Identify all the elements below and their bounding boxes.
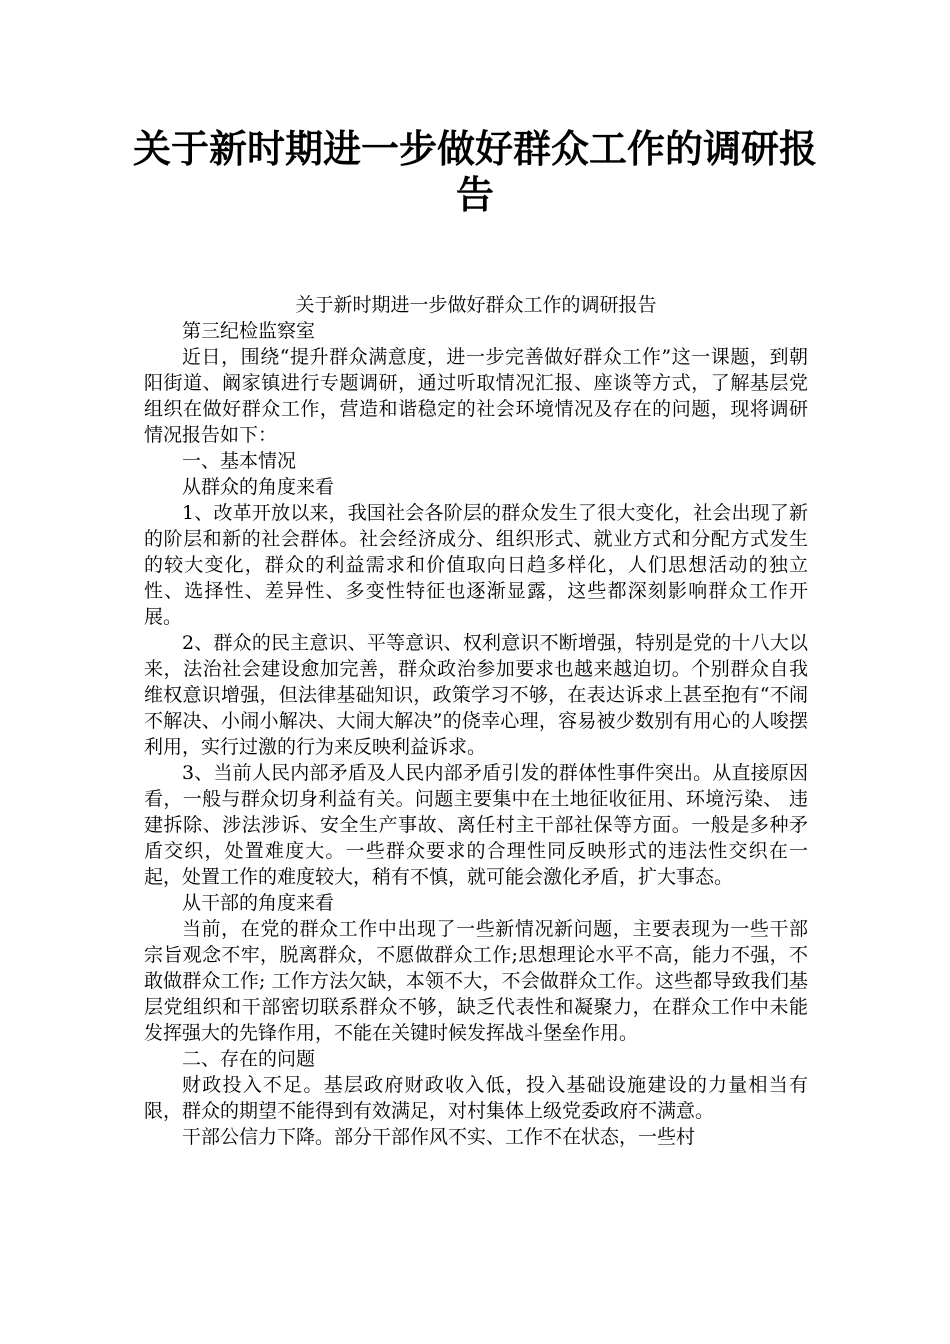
body-paragraph: 近日，围绕“提升群众满意度，进一步完善做好群众工作”这一课题，到朝阳街道、阚家镇进行专题调研，通过听取情况汇报、座谈等方式，了解基层党组织在做好群众工作，营造和谐稳定的社会环境情况及存在的问题，现将调研情况报告如下： — [144, 346, 808, 446]
body-paragraph: 1、改革开放以来，我国社会各阶层的群众发生了很大变化，社会出现了新的阶层和新的社会群体。社会经济成分、组织形式、就业方式和分配方式发生的较大变化，群众的利益需求和价值取向日趋多样化，人们思想活动的独立性、选择性、差异性、多变性特征也逐渐显露，这些都深刻影响群众工作开展。 — [144, 502, 808, 628]
body-paragraph: 干部公信力下降。部分干部作风不实、工作不在状态，一些村 — [182, 1126, 696, 1148]
body-paragraph: 财政投入不足。基层政府财政收入低，投入基础设施建设的力量相当有限，群众的期望不能得到有效满足，对村集体上级党委政府不满意。 — [144, 1074, 808, 1122]
report-subtitle: 关于新时期进一步做好群众工作的调研报告 — [295, 294, 657, 316]
body-paragraph: 当前，在党的群众工作中出现了一些新情况新问题，主要表现为一些干部宗旨观念不牢，脱离群众，不愿做群众工作;思想理论水平不高，能力不强，不敢做群众工作; 工作方法欠缺，本领不大，不会做群众工作。这些都导致我们基层党组织和干部密切联系群众不够，缺乏代表性和凝聚力，在群众工作中未能发挥强大的先锋作用，不能在关键时候发挥战斗堡垒作用。 — [144, 918, 808, 1044]
body-paragraph: 一、基本情况 — [182, 450, 297, 472]
body-paragraph: 二、存在的问题 — [182, 1048, 316, 1070]
body-paragraph: 从群众的角度来看 — [182, 476, 335, 498]
body-paragraph: 第三纪检监察室 — [182, 320, 316, 342]
document-title: 关于新时期进一步做好群众工作的调研报告 — [132, 127, 817, 217]
body-paragraph: 从干部的角度来看 — [182, 892, 335, 914]
body-paragraph: 2、群众的民主意识、平等意识、权利意识不断增强，特别是党的十八大以来，法治社会建设愈加完善，群众政治参加要求也越来越迫切。个别群众自我维权意识增强，但法律基础知识，政策学习不够，在表达诉求上甚至抱有“不闹不解决、小闹小解决、大闹大解决”的侥幸心理，容易被少数别有用心的人唆摆利用，实行过激的行为来反映利益诉求。 — [144, 632, 808, 758]
body-paragraph: 3、当前人民内部矛盾及人民内部矛盾引发的群体性事件突出。从直接原因看，一般与群众切身利益有关。问题主要集中在土地征收征用、环境污染、 违建拆除、涉法涉诉、安全生产事故、离任村主干部社保等方面。一般是多种矛盾交织，处置难度大。一些群众要求的合理性同反映形式的违法性交织在一起，处置工作的难度较大，稍有不慎，就可能会激化矛盾，扩大事态。 — [144, 762, 808, 888]
document-body — [144, 292, 808, 1150]
